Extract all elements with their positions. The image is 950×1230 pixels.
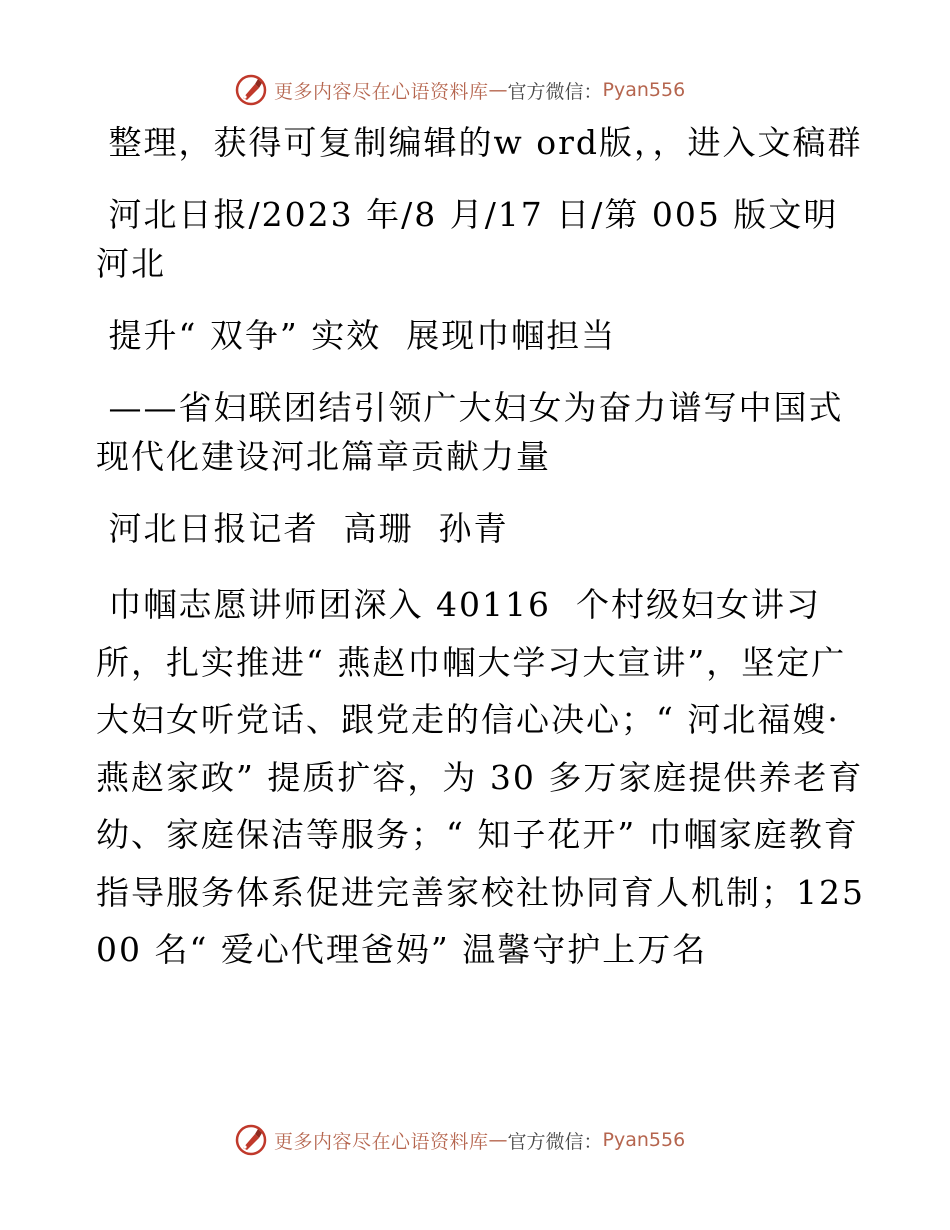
source-line: 河北日报/2023 年/8 月/17 日/第 005 版文明河北 [96,195,839,283]
article-title: 提升“ 双争” 实效 展现巾帼担当 [96,316,617,355]
document-body [96,118,866,1002]
banner-wechat-id: Pyan556 [602,1129,686,1151]
article-subtitle: ——省妇联团结引领广大妇女为奋力谱写中国式现代化建设河北篇章贡献力量 [96,388,844,476]
pen-logo-icon [234,1123,268,1157]
note-paragraph: 整理，获得可复制编辑的w ord版，，进入文稿群 [96,123,863,162]
banner-separator: — [488,1129,508,1151]
header-watermark-banner [234,70,685,110]
banner-text: 更多内容尽在心语资料库 [274,1130,489,1153]
banner-wechat-label: 官方微信： [507,1130,603,1153]
byline: 河北日报记者 高珊 孙青 [96,509,509,548]
body-paragraph: 巾帼志愿讲师团深入 40116 个村级妇女讲习所，扎实推进“ 燕赵巾帼大学习大宣讲”，坚定广大妇女听党话、跟党走的信心决心；“ 河北福嫂· 燕赵家政” 提质扩容，为 30 多万家庭提供养老育幼、家庭保洁等服务；“ 知子花开” 巾帼家庭教育指导服务体系促进完善家校社协同育人机制；12500 名“ 爱心代理爸妈” 温馨守护上万名 [96,585,865,969]
banner-wechat-id: Pyan556 [602,79,686,101]
banner-wechat-label: 官方微信： [507,80,603,103]
banner-text: 更多内容尽在心语资料库 [274,80,489,103]
footer-watermark-banner [234,1120,685,1160]
pen-logo-icon [234,73,268,107]
banner-separator: — [488,79,508,101]
